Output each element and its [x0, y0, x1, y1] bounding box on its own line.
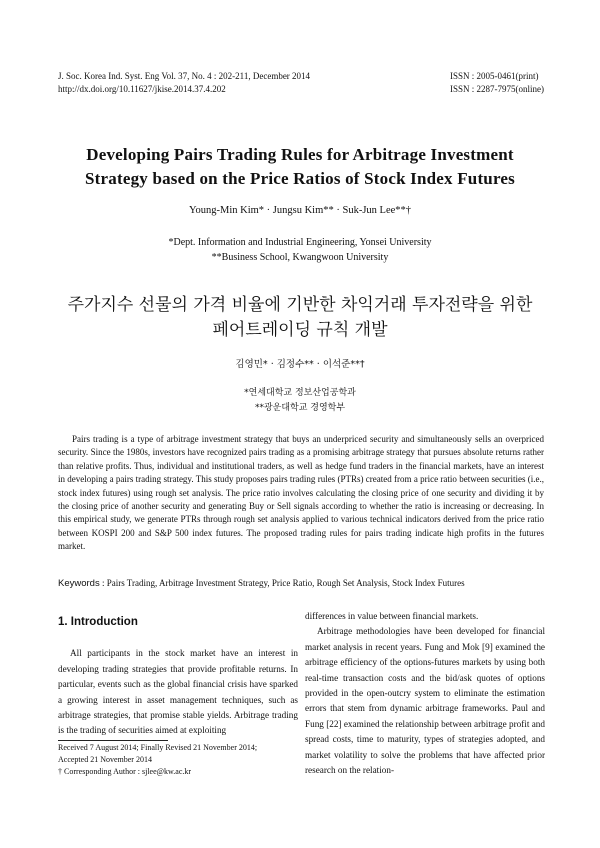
- authors-english: Young-Min Kim* · Jungsu Kim** · Suk-Jun Lee**†: [188, 205, 412, 216]
- journal-header: [58, 70, 310, 96]
- column-left: [58, 610, 298, 739]
- abstract: Pairs trading is a type of arbitrage investment strategy that buys an underpriced security and simultaneously sells an overpriced security. Since the 1980s, investors have recognized pairs trading as a promising arbitrage strategy that pursues absolute returns rather than relative profits. Thus, individual and institutional traders, as well as hedge fund traders in the financial markets, have an interest in developing a pairs trading strategy. This study proposes pairs trading rules (PTRs) created from a price ratio between securities (i.e., stock index futures) using rough set analysis. The price ratio involves calculating the closing price of one security and dividing it by the closing price of another security and generating Buy or Sell signals according to whether the ratio is increasing or decreasing. In this empirical study, we generate PTRs through rough set analysis applied to various technical indicators derived from the price ratio between KOSPI 200 and S&P 500 index futures. The proposed trading rules for pairs trading indicate high profits in the futures market.: [58, 434, 544, 552]
- affiliation-ko-2: **광운대학교 경영학부: [254, 403, 346, 413]
- footnotes: [58, 742, 298, 778]
- body-paragraph: differences in value between financial markets.: [305, 611, 479, 621]
- section-heading: 1. Introduction: [58, 616, 138, 628]
- journal-citation: J. Soc. Korea Ind. Syst. Eng Vol. 37, No. 4 : 202-211, December 2014: [58, 71, 311, 81]
- body-paragraph: Arbitrage methodologies have been developed for financial market analysis in recent years. Fung and Mok [9] examined the arbitrage efficiency of the options-futures markets by using both real-time transaction costs and the bid/ask quotes of options provided in the open-outcry system to eliminate the estimation errors that stem from dynamic arbitrage frameworks. Paul and Fung [22] examined the relationship between arbitrage profit and spread costs, time to maturity, types of strategies adopted, and market volatility to solve the problems that have affected prior research on the relation-: [305, 626, 545, 776]
- column-right: [305, 609, 545, 778]
- doi-link[interactable]: http://dx.doi.org/10.11627/jkise.2014.37.4.202: [58, 84, 226, 94]
- keywords-text: : Pairs Trading, Arbitrage Investment Strategy, Price Ratio, Rough Set Analysis, Stock Index Futures: [101, 578, 465, 588]
- footnote-divider: [58, 740, 168, 741]
- accepted-date: Accepted 21 November 2014: [58, 755, 152, 764]
- body-paragraph: All participants in the stock market have an interest in developing trading strategies that provide profitable returns. In particular, events such as the global financial crisis have sparked a growing interest in asset management techniques, such as arbitrage strategies, that promise stable yields. Arbitrage trading is the trading of securities aimed at exploiting: [58, 648, 298, 736]
- affiliation-ko-1: *연세대학교 정보산업공학과: [244, 388, 356, 398]
- paper-title-korean: [30, 293, 570, 343]
- title-line-1: Developing Pairs Trading Rules for Arbitrage Investment: [86, 145, 514, 164]
- title-ko-line-1: 주가지수 선물의 가격 비율에 기반한 차익거래 투자전략을 위한: [67, 295, 533, 315]
- affiliation-2: **Business School, Kwangwoon University: [211, 252, 389, 263]
- received-date: Received 7 August 2014; Finally Revised 21 November 2014;: [58, 743, 258, 752]
- affiliations-english: [40, 235, 560, 265]
- keywords: [58, 577, 544, 590]
- authors-korean: 김영민* · 김정수** · 이석준**†: [235, 359, 365, 370]
- affiliation-1: *Dept. Information and Industrial Engineering, Yonsei University: [168, 237, 432, 248]
- issn-online: ISSN : 2287-7975(online): [450, 84, 544, 94]
- issn-block: [450, 70, 544, 96]
- paper-title-english: [40, 143, 560, 191]
- title-line-2: Strategy based on the Price Ratios of Stock Index Futures: [85, 169, 515, 188]
- title-ko-line-2: 페어트레이딩 규칙 개발: [212, 320, 388, 340]
- affiliations-korean: [40, 386, 560, 416]
- corresponding-author: † Corresponding Author : sjlee@kw.ac.kr: [58, 767, 192, 776]
- issn-print: ISSN : 2005-0461(print): [450, 71, 539, 81]
- keywords-label: Keywords: [58, 578, 100, 589]
